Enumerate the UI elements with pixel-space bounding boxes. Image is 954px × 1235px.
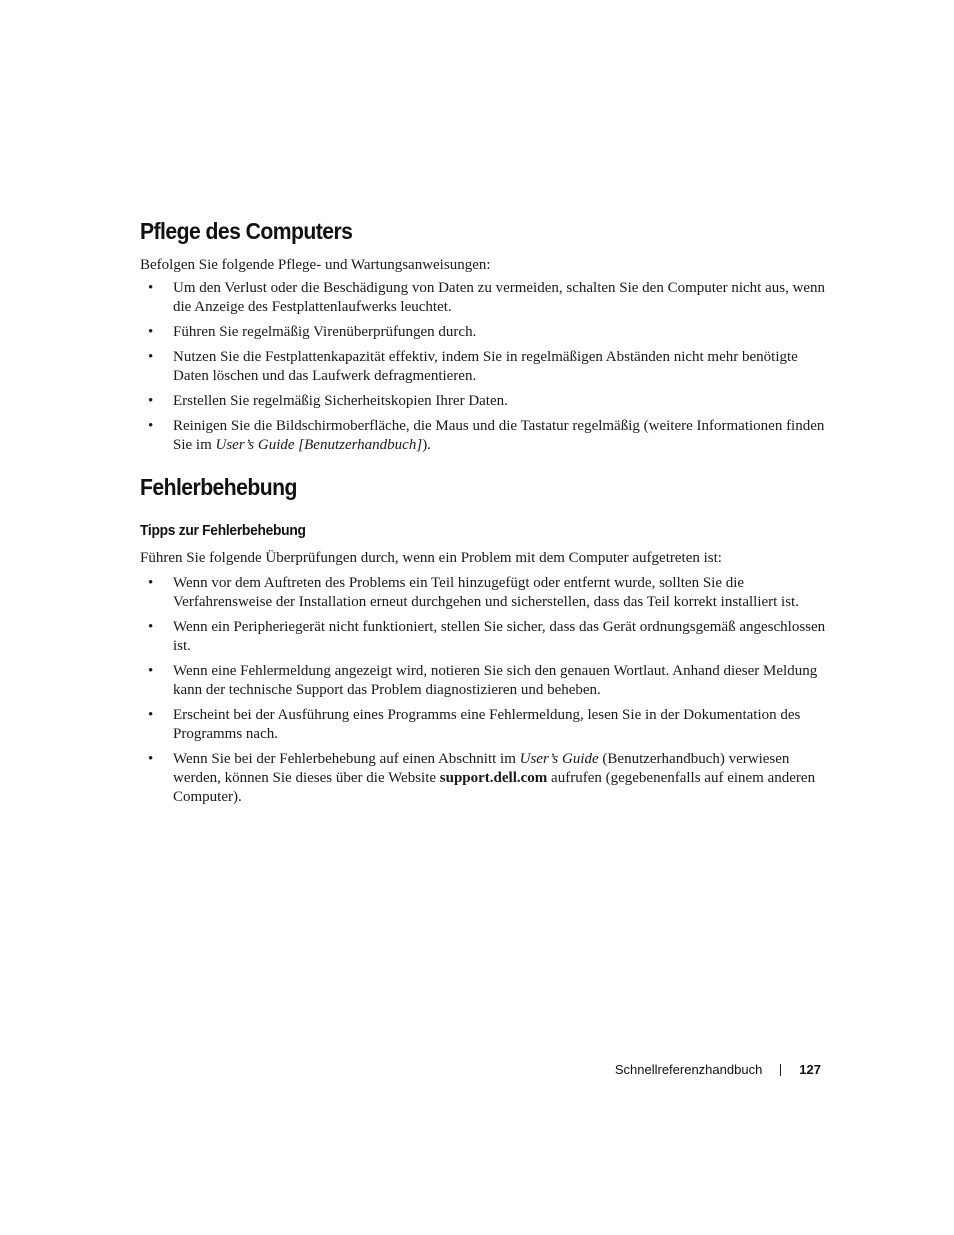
bullet-icon: • [148,575,154,591]
list-item: • Führen Sie regelmäßig Virenüberprüfungen durch. [148,324,477,340]
list-item: • Erstellen Sie regelmäßig Sicherheitskopien Ihrer Daten. [148,393,508,409]
page-footer [615,1062,821,1077]
list-item: • Um den Verlust oder die Beschädigung von Daten zu vermeiden, schalten Sie den Computer nicht aus, wenn die Anzeige des Festplattenlaufwerks leuchtet. [148,280,826,315]
bullet-icon: • [148,280,154,296]
heading-fehlerbehebung: Fehlerbehebung [140,474,297,500]
users-guide-reference: User’s Guide [519,751,599,767]
page-number: 127 [799,1062,821,1077]
heading-pflege-des-computers: Pflege des Computers [140,218,353,244]
care-bullet-list [140,279,830,461]
bullet-icon: • [148,393,154,409]
list-item: • Erscheint bei der Ausführung eines Programms eine Fehlermeldung, lesen Sie in der Dokumentation des Programms nach. [148,707,801,742]
bullet-icon: • [148,619,154,635]
footer-separator [780,1064,781,1076]
troubleshooting-bullet-list [140,574,830,813]
bullet-icon: • [148,751,154,767]
bullet-icon: • [148,349,154,365]
list-item: • Nutzen Sie die Festplattenkapazität effektiv, indem Sie in regelmäßigen Abständen nicht mehr benötigte Daten löschen und das Laufwerk defragmentieren. [148,349,798,384]
users-guide-reference: User’s Guide [Benutzerhandbuch] [215,437,423,453]
support-website-link[interactable]: support.dell.com [439,770,548,786]
list-item: • Reinigen Sie die Bildschirmoberfläche, die Maus und die Tastatur regelmäßig (weitere Informationen finden Sie im User’s Guide [Benutzerhandbuch]). [148,418,825,453]
bullet-icon: • [148,324,154,340]
footer-title: Schnellreferenzhandbuch [614,1062,763,1077]
list-item: • Wenn Sie bei der Fehlerbehebung auf einen Abschnitt im User’s Guide (Benutzerhandbuch) verwiesen werden, können Sie dieses über die Website support.dell.com aufrufen (gegebenenfalls auf einem anderen Computer). [148,751,816,805]
subheading-tipps-zur-fehlerbehebung: Tipps zur Fehlerbehebung [140,522,306,539]
troubleshooting-intro: Führen Sie folgende Überprüfungen durch, wenn ein Problem mit dem Computer aufgetreten ist: [140,550,722,566]
list-item: • Wenn ein Peripheriegerät nicht funktioniert, stellen Sie sicher, dass das Gerät ordnungsgemäß angeschlossen ist. [148,619,826,654]
list-item: • Wenn vor dem Auftreten des Problems ein Teil hinzugefügt oder entfernt wurde, sollten Sie die Verfahrensweise der Installation erneut durchgehen und sicherstellen, dass das Teil korrekt installiert ist. [148,575,799,610]
bullet-icon: • [148,663,154,679]
list-item: • Wenn eine Fehlermeldung angezeigt wird, notieren Sie sich den genauen Wortlaut. Anhand dieser Meldung kann der technische Support das Problem diagnostizieren und beheben. [148,663,818,698]
care-intro: Befolgen Sie folgende Pflege- und Wartungsanweisungen: [140,257,491,273]
bullet-icon: • [148,418,154,434]
bullet-icon: • [148,707,154,723]
